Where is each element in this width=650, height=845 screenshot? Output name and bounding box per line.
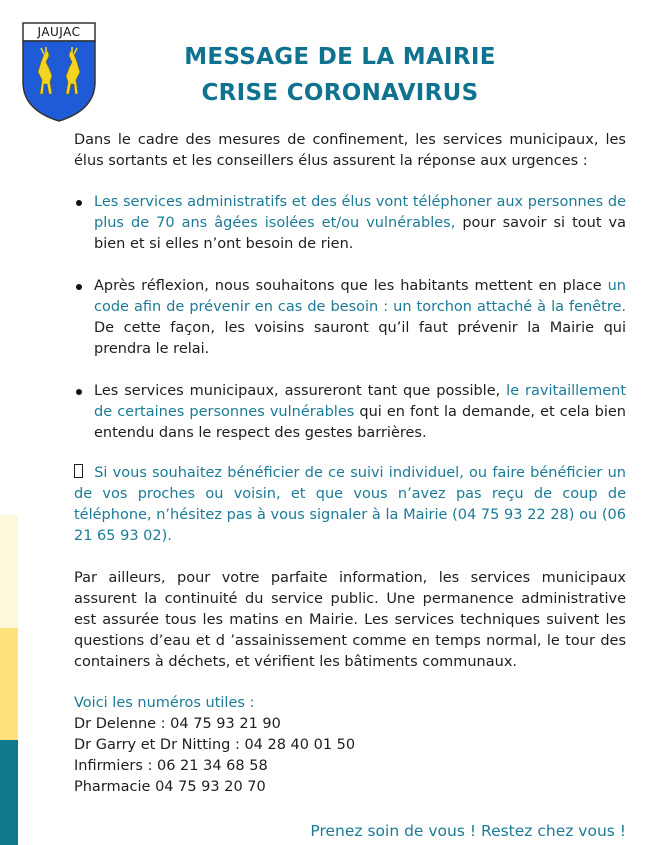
list-item [74, 381, 626, 444]
bullet-text: Après réflexion, nous souhaitons que les habitants mettent en place [94, 278, 608, 294]
contact-paragraph [74, 463, 626, 547]
numbers-heading: Voici les numéros utiles : [74, 695, 255, 711]
side-band-yellow [0, 628, 18, 740]
checkbox-icon [74, 464, 83, 478]
crest-label: JAUJAC [37, 25, 81, 39]
message-body [74, 130, 626, 798]
bullet-icon [76, 200, 82, 206]
info-paragraph: Par ailleurs, pour votre parfaite information, les services municipaux assurent la continuité du service public. Une permanence administrative est assurée tous les matins en Mairie. Les services techniques suivent les questions d’eau et d ’assainissement comme en temps normal, le tour des containers à déchets, et vérifient les bâtiments communaux. [74, 570, 626, 670]
intro-paragraph: Dans le cadre des mesures de confinement, les services municipaux, les élus sortants et les conseillers élus assurent la réponse aux urgences : [74, 132, 626, 169]
list-item [74, 276, 626, 360]
number-line: Dr Delenne : 04 75 93 21 90 [74, 716, 281, 732]
bullet-text: De cette façon, les voisins sauront qu’il faut prévenir la Mairie qui prendra le relai. [94, 320, 626, 357]
page-title-line-1: MESSAGE DE LA MAIRIE [184, 44, 496, 70]
number-line: Infirmiers : 06 21 34 68 58 [74, 758, 268, 774]
number-line: Pharmacie 04 75 93 20 70 [74, 779, 266, 795]
measures-list [74, 192, 626, 444]
bullet-highlight: Les services administratifs et des élus vont téléphoner aux personnes de plus de 70 ans âgées isolées et/ou vulnérables, [94, 194, 626, 231]
page-title-line-2: CRISE CORONAVIRUS [201, 80, 479, 106]
bullet-highlight: un code afin de prévenir en cas de besoin : un torchon attaché à la fenêtre. [94, 278, 626, 315]
bullet-highlight: le ravitaillement de certaines personnes vulnérables [94, 383, 627, 420]
side-band-light [0, 515, 18, 628]
list-item [74, 192, 626, 255]
bullet-text: Les services municipaux, assureront tant que possible, [94, 383, 507, 399]
bullet-icon [76, 284, 82, 290]
closing-message: Prenez soin de vous ! Restez chez vous ! [310, 822, 626, 840]
number-line: Dr Garry et Dr Nitting : 04 28 40 01 50 [74, 737, 356, 753]
bullet-text: pour savoir si tout va bien et si elles n’ont besoin de rien. [94, 215, 626, 252]
jaujac-coat-of-arms [22, 22, 96, 122]
useful-numbers [74, 693, 626, 798]
contact-text: Si vous souhaitez bénéficier de ce suivi individuel, ou faire bénéficier un de vos proches ou voisin, et que vous n’avez pas reçu de coup de téléphone, n’hésitez pas à vous signaler à la Mairie (04 75 93 22 28) ou (06 21 65 93 02). [74, 465, 626, 544]
bullet-icon [76, 389, 82, 395]
bullet-text: qui en font la demande, et cela bien entendu dans le respect des gestes barrières. [94, 404, 626, 441]
side-band-teal [0, 740, 18, 845]
